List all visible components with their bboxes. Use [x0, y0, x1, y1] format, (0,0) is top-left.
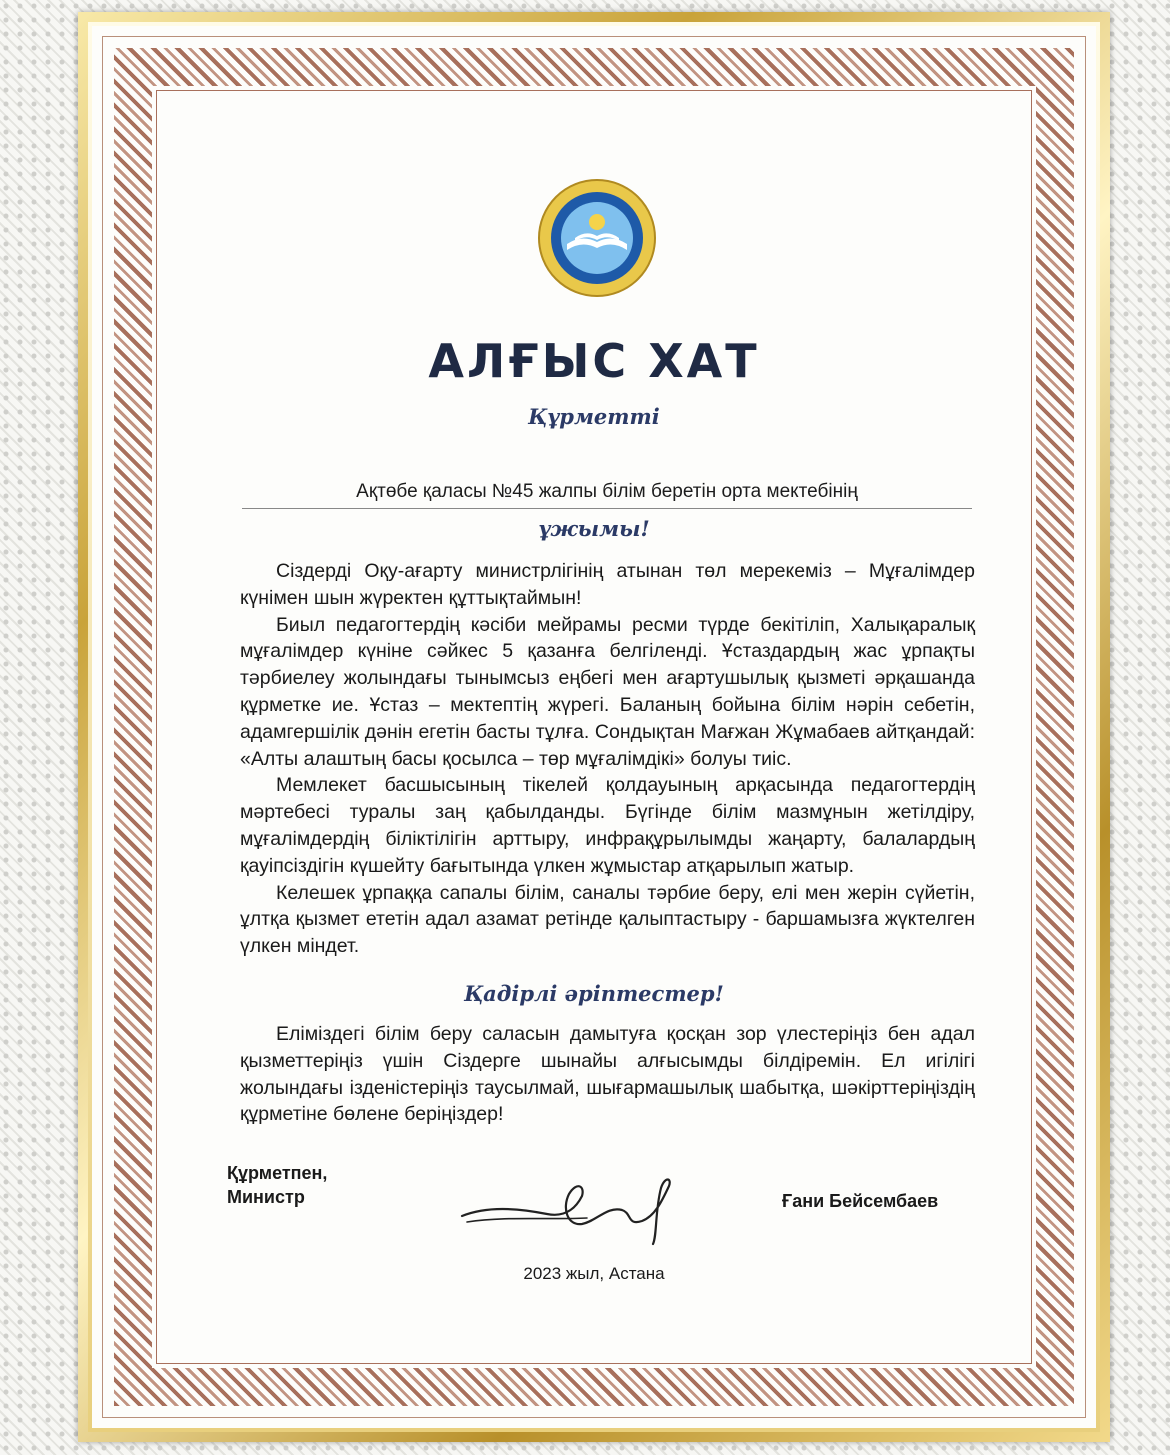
regards-text: Құрметпен, — [227, 1163, 328, 1183]
gold-frame — [78, 12, 1110, 1442]
date-place: 2023 жыл, Астана — [523, 1264, 665, 1283]
closing-body — [240, 1021, 975, 1128]
gold-frame-inner — [88, 22, 1100, 1432]
body-paragraph: Мемлекет басшысының тікелей қолдауының арқасында педагогтердің мәртебесі туралы заң қабылданды. Бүгінде білім мазмұнын жетілдіру, мұғалімдердің біліктілігін арттыру, инфрақұрылымды жаңарту, балалардың қауіпсіздігін күшейту бағытында үлкен жұмыстар атқарылып жатыр. — [240, 774, 975, 877]
handwritten-signature — [457, 1166, 687, 1246]
closing-paragraph: Еліміздегі білім беру саласын дамытуға қосқан зор үлестеріңіз бен адал қызметтеріңіз үшін Сіздерге шынайы алғысымды білдіремін. Ел игілігі жолындағы ізденістеріңіз таусылмай, шығармашылық шабытқа, шәкірттеріңіздің құрметіне бөлене беріңіздер! — [240, 1023, 975, 1126]
ministry-emblem-icon — [537, 178, 657, 298]
position-text: Министр — [227, 1187, 305, 1207]
certificate-paper — [92, 26, 1096, 1428]
minister-name: Ғани Бейсембаев — [782, 1191, 939, 1211]
letter-title: АЛҒЫС ХАТ — [428, 334, 760, 388]
letter-body — [240, 558, 975, 960]
sign-off-block — [227, 1161, 327, 1209]
body-paragraph: Сіздерді Оқу-ағарту министрлігінің атынан төл мерекеміз – Мұғалімдер күнімен шын жүректен құттықтаймын! — [240, 560, 975, 609]
salutation-top: Құрметті — [528, 404, 660, 429]
body-paragraph: Келешек ұрпаққа сапалы білім, саналы тәрбие беру, елі мен жерін сүйетін, ұлтқа қызмет ететін адал азамат ретінде қалыптастыру - баршамызға жүктелген үлкен міндет. — [240, 881, 975, 958]
recipient-line: Ақтөбе қаласы №45 жалпы білім беретін орта мектебінің — [242, 481, 972, 509]
salutation-colleagues: Қадірлі әріптестер! — [464, 981, 724, 1006]
collective-line: ұжымы! — [538, 516, 650, 541]
body-paragraph: Биыл педагогтердің кәсіби мейрамы ресми түрде бекітіліп, Халықаралық мұғалімдер күніне сәйкес 5 қазанға белгіленді. Ұстаздардың жас ұрпақты тәрбиелеу жолындағы тынымсыз еңбегі мен ағартушылық қызметі әрқашанда құрметке ие. Ұстаз – мектептің жүрегі. Баланың бойына білім нәрін себетін, адамгершілік дәнін егетін басты тұлға. Сондықтан Мағжан Жұмабаев айтқандай: «Алты алаштың басы қосылса – төр мұғалімдікі» болуы тиіс. — [240, 613, 975, 770]
